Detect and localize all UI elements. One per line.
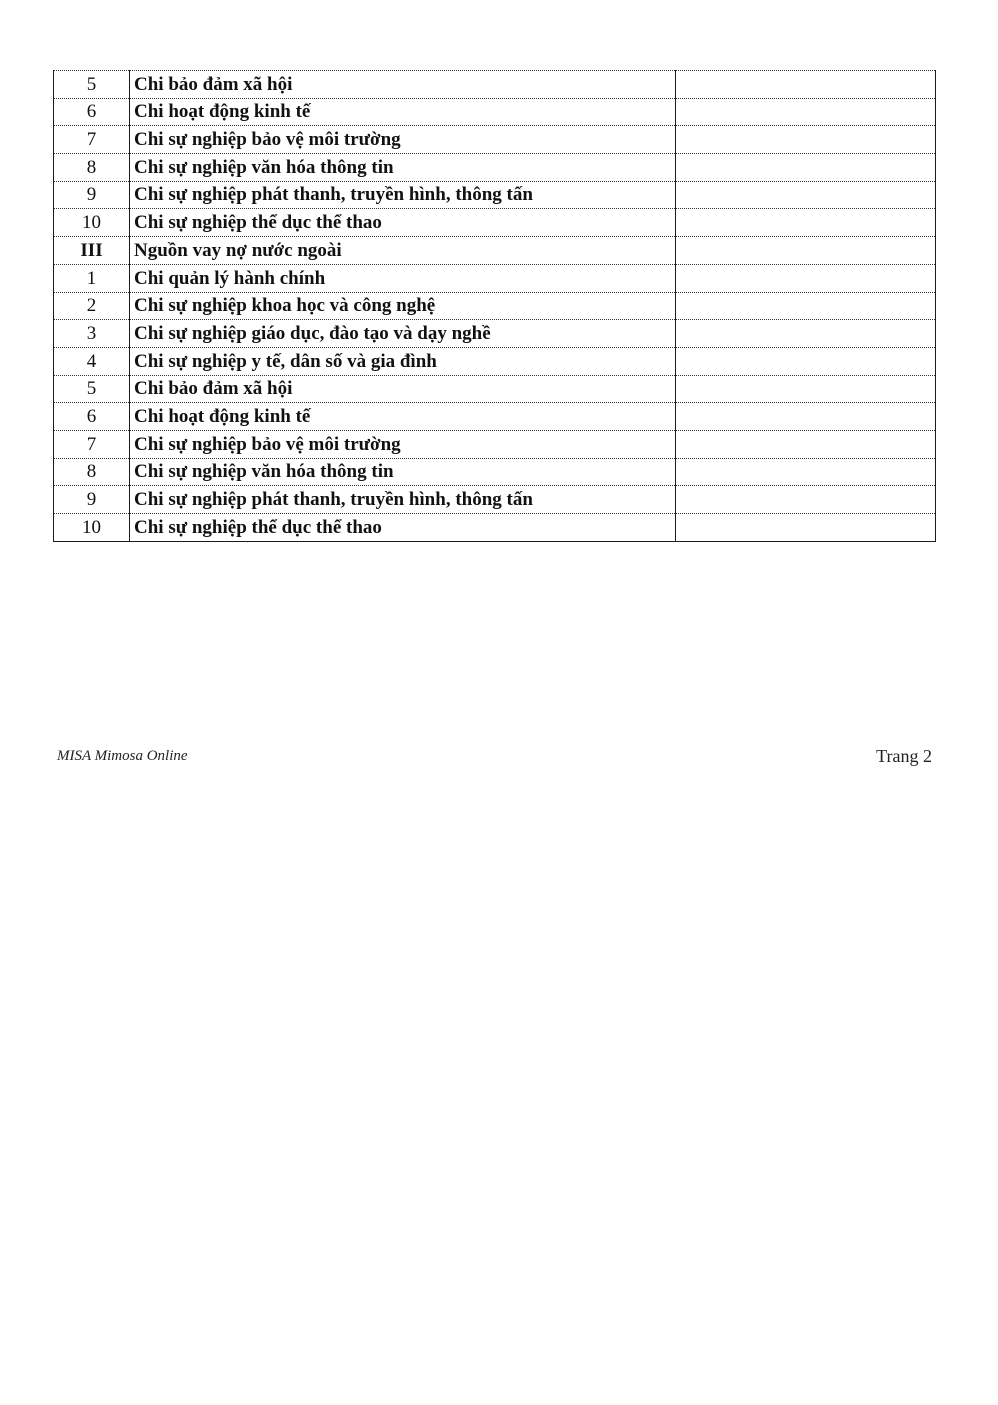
table-row [54, 237, 936, 265]
row-item-name: Chi sự nghiệp phát thanh, truyền hình, thông tấn [130, 486, 676, 514]
table-row [54, 71, 936, 99]
row-value [676, 403, 936, 431]
row-item-name: Nguồn vay nợ nước ngoài [130, 237, 676, 265]
row-number: 7 [54, 126, 130, 154]
table-row [54, 264, 936, 292]
row-number: III [54, 237, 130, 265]
row-item-name: Chi sự nghiệp văn hóa thông tin [130, 458, 676, 486]
table-row [54, 320, 936, 348]
row-item-name: Chi sự nghiệp thể dục thể thao [130, 209, 676, 237]
row-item-name: Chi sự nghiệp văn hóa thông tin [130, 154, 676, 182]
row-number: 6 [54, 98, 130, 126]
row-number: 7 [54, 430, 130, 458]
row-value [676, 514, 936, 542]
table-row [54, 486, 936, 514]
row-item-name: Chi hoạt động kinh tế [130, 98, 676, 126]
row-number: 3 [54, 320, 130, 348]
row-item-name: Chi quản lý hành chính [130, 264, 676, 292]
row-value [676, 209, 936, 237]
row-value [676, 347, 936, 375]
row-item-name: Chi sự nghiệp bảo vệ môi trường [130, 126, 676, 154]
row-value [676, 430, 936, 458]
row-number: 5 [54, 375, 130, 403]
row-number: 10 [54, 209, 130, 237]
row-value [676, 71, 936, 99]
table-row [54, 403, 936, 431]
row-item-name: Chi bảo đảm xã hội [130, 375, 676, 403]
table-row [54, 154, 936, 182]
row-number: 9 [54, 486, 130, 514]
row-value [676, 237, 936, 265]
row-item-name: Chi sự nghiệp phát thanh, truyền hình, thông tấn [130, 181, 676, 209]
row-value [676, 126, 936, 154]
row-number: 9 [54, 181, 130, 209]
row-number: 8 [54, 458, 130, 486]
table-row [54, 430, 936, 458]
row-value [676, 458, 936, 486]
table-row [54, 514, 936, 542]
row-item-name: Chi hoạt động kinh tế [130, 403, 676, 431]
footer-page-number: Trang 2 [876, 746, 932, 766]
table-row [54, 209, 936, 237]
row-value [676, 320, 936, 348]
table-row [54, 126, 936, 154]
row-value [676, 98, 936, 126]
table-row [54, 292, 936, 320]
row-value [676, 154, 936, 182]
row-item-name: Chi sự nghiệp thể dục thể thao [130, 514, 676, 542]
row-item-name: Chi bảo đảm xã hội [130, 71, 676, 99]
row-item-name: Chi sự nghiệp bảo vệ môi trường [130, 430, 676, 458]
row-number: 4 [54, 347, 130, 375]
table-row [54, 375, 936, 403]
table-row [54, 347, 936, 375]
footer-app-name: MISA Mimosa Online [57, 748, 188, 764]
row-number: 10 [54, 514, 130, 542]
row-value [676, 264, 936, 292]
row-number: 6 [54, 403, 130, 431]
row-number: 1 [54, 264, 130, 292]
row-value [676, 292, 936, 320]
row-item-name: Chi sự nghiệp y tế, dân số và gia đình [130, 347, 676, 375]
row-number: 5 [54, 71, 130, 99]
table-row [54, 98, 936, 126]
row-value [676, 181, 936, 209]
expenditure-table [53, 70, 936, 542]
row-item-name: Chi sự nghiệp khoa học và công nghệ [130, 292, 676, 320]
row-value [676, 486, 936, 514]
row-number: 8 [54, 154, 130, 182]
table-row [54, 181, 936, 209]
table-row [54, 458, 936, 486]
table-body [54, 71, 936, 542]
row-number: 2 [54, 292, 130, 320]
row-item-name: Chi sự nghiệp giáo dục, đào tạo và dạy nghề [130, 320, 676, 348]
row-value [676, 375, 936, 403]
